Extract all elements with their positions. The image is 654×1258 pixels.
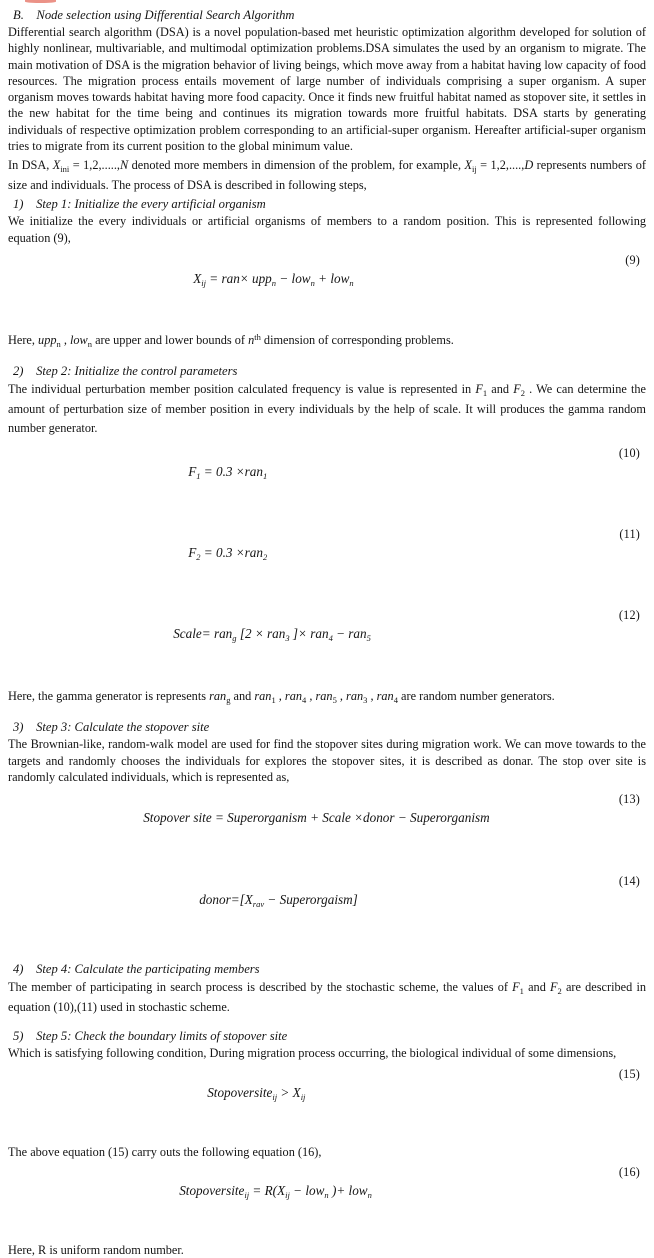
equation-9	[8, 249, 646, 329]
paragraph-step-3: The Brownian-like, random-walk model are used for find the stopover sites during migration work. We can move towards to the targets and randomly chooses the individuals for explores the stopover sites, it is described as donar. The stop over site is randomly calculated individuals, which is represented as,	[8, 737, 646, 785]
equation-16	[8, 1161, 646, 1241]
step-3-heading: 3) Step 3: Calculate the stopover site	[13, 720, 210, 735]
equation-number: (9)	[625, 252, 640, 267]
equation-13	[8, 788, 646, 868]
equation-number: (15)	[618, 1066, 640, 1081]
equation-9-body: $X_{ij} = ran\times upp_n - low_n + low_n$	[193, 270, 354, 288]
equation-16-body: Stopoversite$_{ij}$ = $R(X_{ij} - low_n$ )+ low$_n$	[179, 1182, 372, 1200]
step-4-heading: 4) Step 4: Calculate the participating members	[13, 962, 260, 977]
equation-15-body: Stopoversite$_{ij}$ > $X_{ij}$	[207, 1084, 306, 1102]
paragraph-dsa-notation: In DSA, $X_{ini} = 1,2,.....,N$ denoted more members in dimension of the problem, for example, $X_{ij} = 1,2,....,D$ represents numbers of size and individuals. The process of DSA is described in following steps,	[8, 158, 646, 192]
paragraph-eq15-note: The above equation (15) carry outs the following equation (16),	[8, 1144, 322, 1159]
paragraph-gamma: Here, the gamma generator is represents ran$_g$ and ran$_1$ , ran$_4$ , ran$_5$ , ran$_3$ , ran$_4$ are random number generators.	[8, 688, 555, 705]
equation-11	[8, 523, 646, 603]
paragraph-step-1: We initialize the every individuals or artificial organisms of members to a random position. This is represented following equation (9),	[8, 214, 646, 245]
equation-number: (12)	[618, 607, 640, 622]
equation-11-body: $F_2 = 0.3 \times ran_2$	[188, 544, 268, 562]
equation-number: (13)	[618, 792, 640, 807]
equation-14-body: $donor=[X_{rav}$ − Superorgaism]	[199, 892, 358, 910]
equation-number: (11)	[619, 526, 640, 541]
paragraph-step-4: The member of participating in search process is described by the stochastic scheme, the values of $F_1$ and $F_2$ are described in equation (10),(11) used in stochastic scheme.	[8, 980, 647, 1014]
equation-number: (14)	[618, 874, 640, 889]
equation-number: (10)	[618, 445, 640, 460]
equation-15	[8, 1063, 646, 1143]
paragraph-final: Here, R is uniform random number.	[8, 1242, 184, 1257]
paragraph-step-5: Which is satisfying following condition, During migration process occurring, the biological individual of some dimensions,	[8, 1046, 617, 1061]
step-5-heading: 5) Step 5: Check the boundary limits of stopover site	[13, 1029, 288, 1044]
equation-14	[8, 870, 646, 950]
red-annotation-fragment	[25, 0, 56, 3]
equation-10	[8, 442, 646, 522]
paragraph-step-2: The individual perturbation member position calculated frequency is value is represented in $F_1$ and $F_2$ . We can determine the amount of perturbation size of member position in every individuals by the help of scale. It will produces the gamma random number generator.	[8, 382, 647, 436]
equation-13-body: Stopover site = Superorganism + Scale ×donor − Superorganism	[143, 810, 490, 826]
equation-number: (16)	[618, 1164, 640, 1179]
equation-12	[8, 604, 646, 684]
step-2-heading: 2) Step 2: Initialize the control parameters	[13, 364, 238, 379]
step-1-heading: 1) Step 1: Initialize the every artificial organism	[13, 197, 266, 212]
section-heading: B. Node selection using Differential Search Algorithm	[13, 8, 295, 22]
paragraph-dsa-intro: Differential search algorithm (DSA) is a novel population-based met heuristic optimization algorithm developed for solution of highly nonlinear, multivariable, and multimodal optimization problems.DSA simulates the used by an organism to migrate. The main motivation of DSA is the migration behavior of living beings, which move away from a habitat having low capacity of food resources. The migration process entails movement of large number of individuals comprising a super organism. A super organism moves towards habitat having more food capacity. Once it finds new fruitful habitat named as stopover site, it settles in the new habitat for the time being and continues its migration towards more fruitful habitats. DSA starts by generating individuals of respective optimization problem corresponding to an artificial-super organism. Hereafter artificial-super organism tries to migrate from its current position to the global minimum value.	[8, 25, 646, 154]
equation-12-body: Scale= ran$_g$ [2 × ran$_3$ ]× ran$_4$ − ran$_5$	[173, 625, 371, 643]
equation-10-body: $F_1 = 0.3 \times ran_1$	[188, 463, 268, 481]
paragraph-bounds: Here, upp$_n$ , low$_n$ are upper and lower bounds of $n^{th}$ dimension of corresponding problems.	[8, 331, 454, 349]
